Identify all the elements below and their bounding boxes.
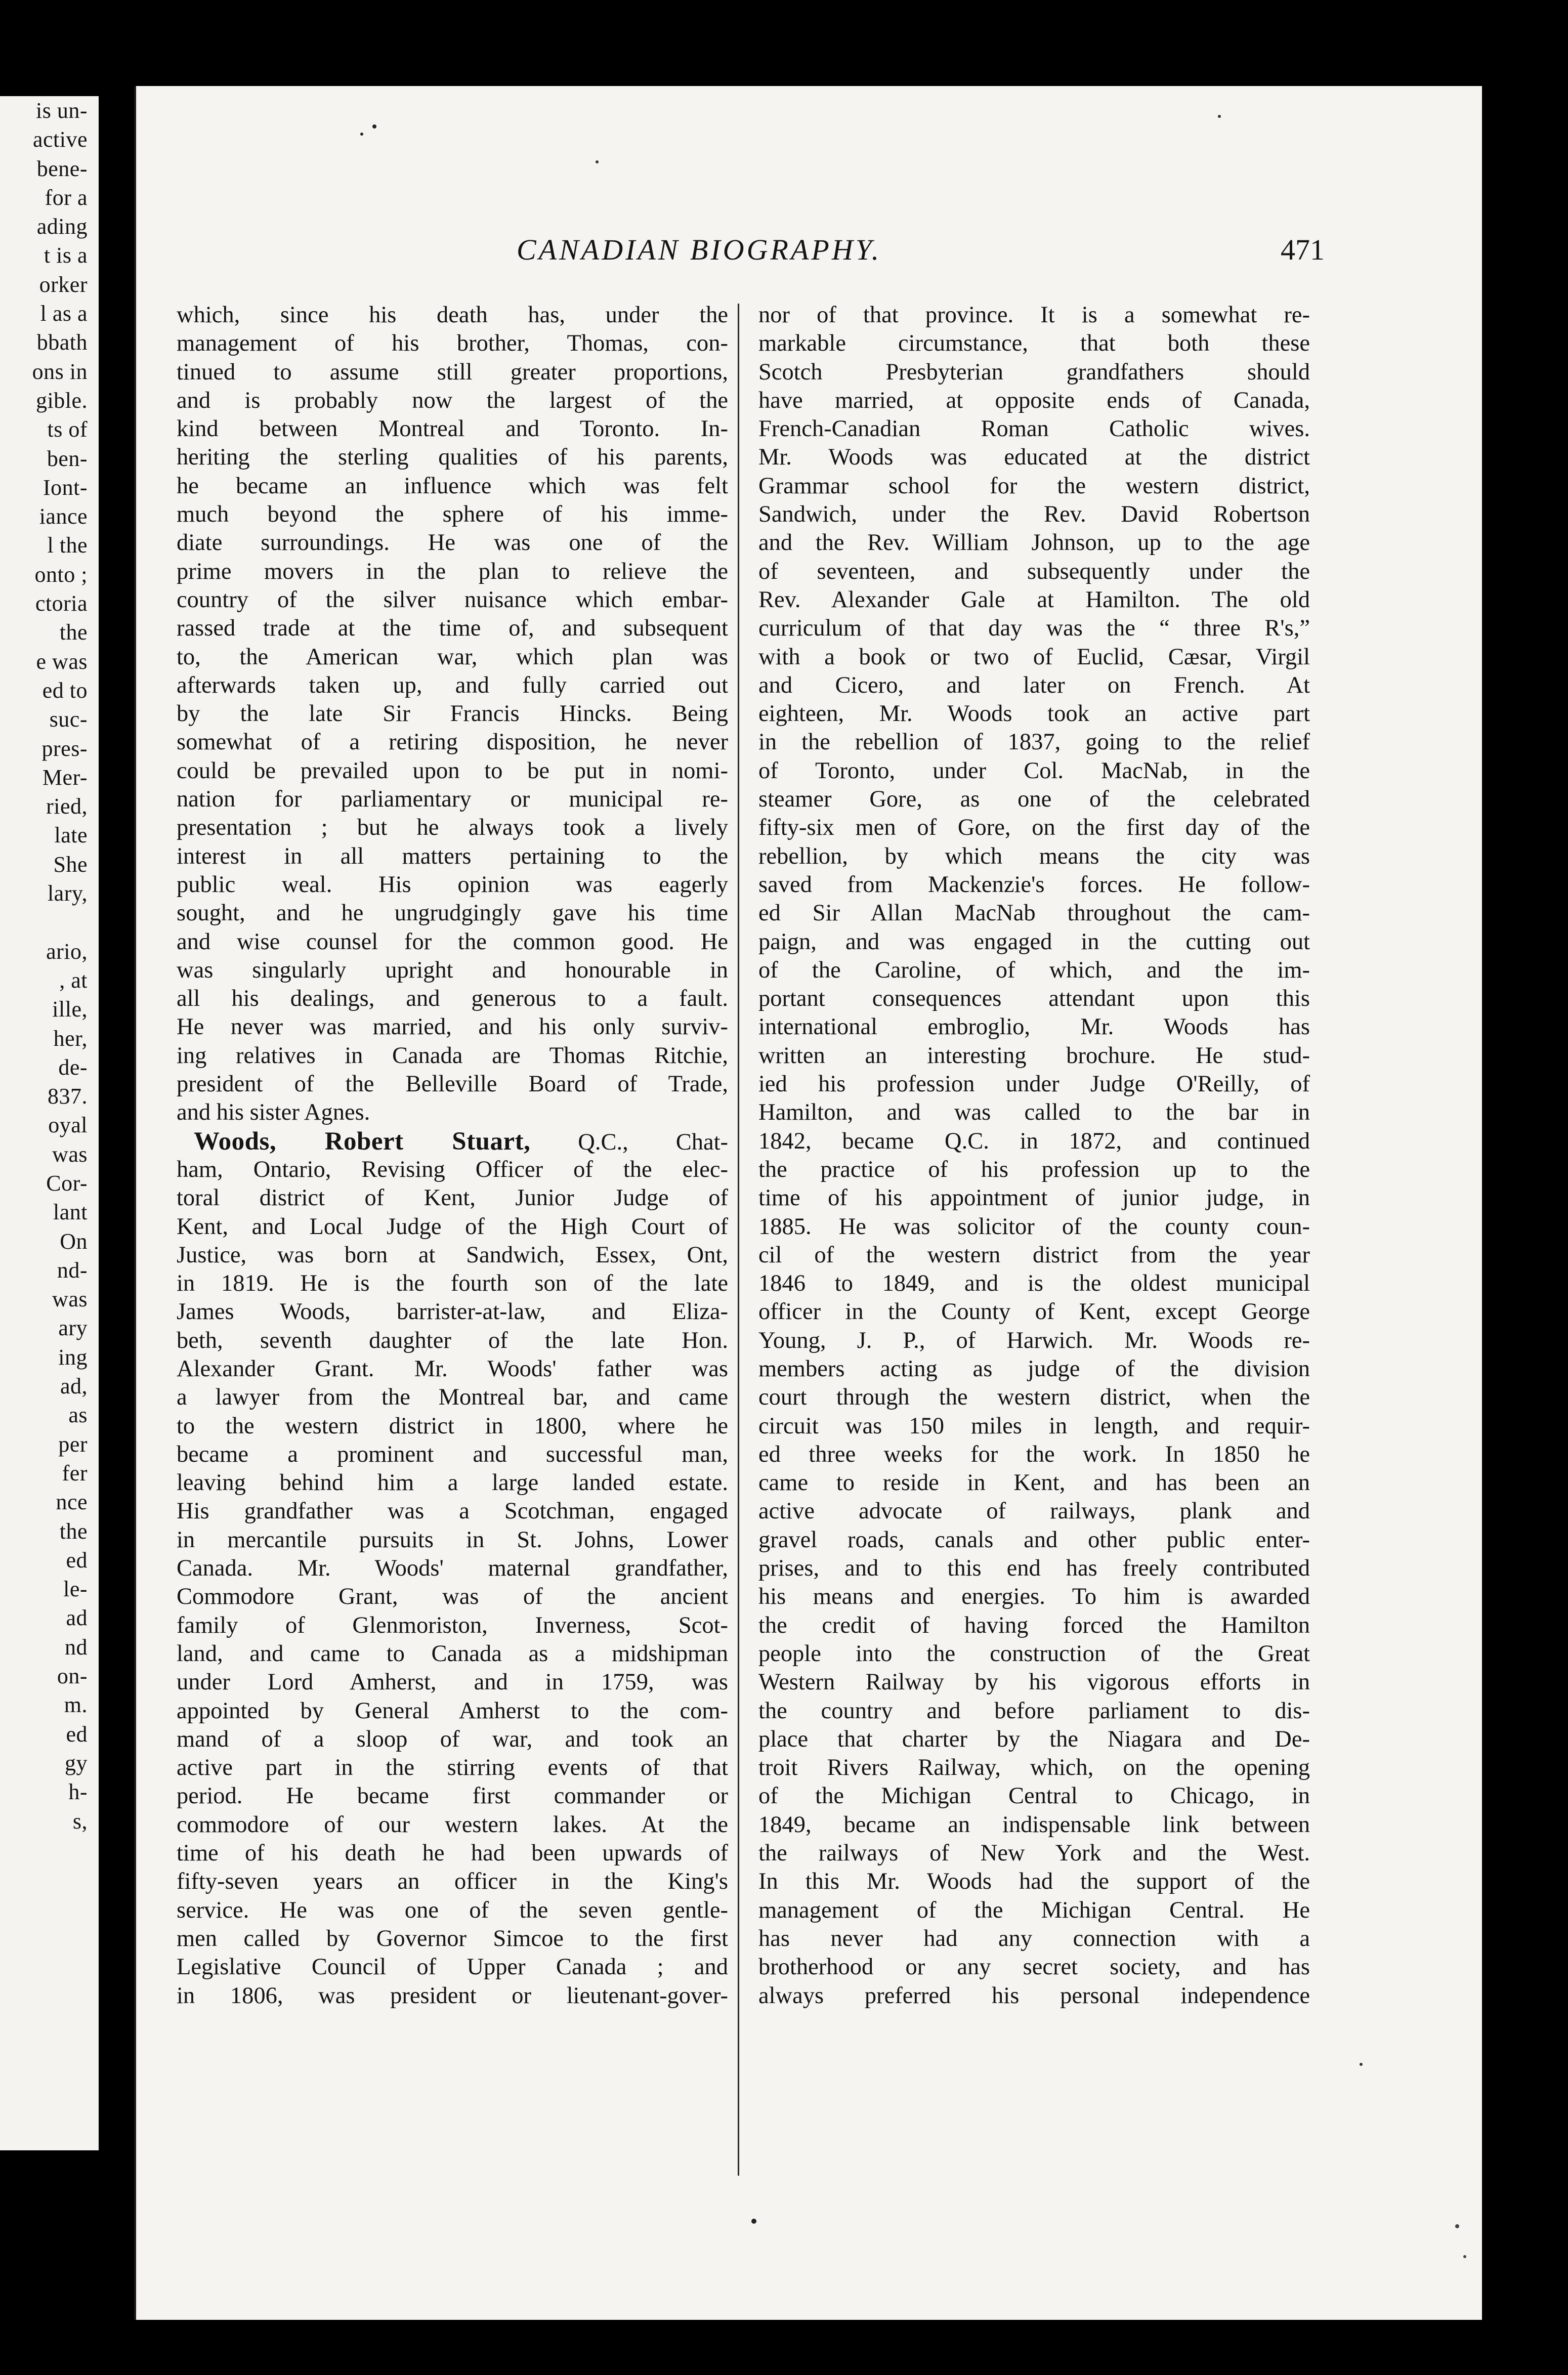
text-line: and Cicero, and later on French. At (758, 672, 1310, 698)
text-line: Rev. Alexander Gale at Hamilton. The old (758, 586, 1310, 613)
edge-text-fragment: s, (72, 1808, 88, 1834)
edge-text-fragment: ed (66, 1547, 88, 1573)
edge-text-fragment: fer (62, 1460, 88, 1486)
text-line: portant consequences attendant upon this (758, 986, 1310, 1012)
edge-text-fragment: was (52, 1141, 88, 1167)
text-line: and his sister Agnes. (177, 1099, 370, 1126)
text-line: Scotch Presbyterian grandfathers should (758, 359, 1310, 385)
edge-text-fragment: as (68, 1403, 88, 1428)
text-line: international embroglio, Mr. Woods has (758, 1014, 1310, 1040)
text-line: active advocate of railways, plank and (758, 1498, 1310, 1524)
text-line: time of his appointment of junior judge, in (758, 1185, 1310, 1211)
edge-text-fragment: late (54, 823, 88, 848)
edge-text-fragment: Iont- (43, 475, 88, 500)
continued-biography (177, 301, 728, 1127)
text-line: toral district of Kent, Junior Judge of (177, 1185, 728, 1211)
text-line: of seventeen, and subsequently under the (758, 558, 1310, 584)
edge-text-fragment: iance (39, 504, 88, 529)
entry-woods-robert-stuart (177, 1127, 728, 2010)
entry-name: Woods, Robert Stuart, (194, 1127, 531, 1156)
running-head-title: CANADIAN BIOGRAPHY. (517, 233, 882, 266)
text-line: the credit of having forced the Hamilton (758, 1612, 1310, 1638)
column-rule (738, 304, 739, 2176)
text-line: ied his profession under Judge O'Reilly, of (758, 1071, 1310, 1097)
edge-text-fragment: e was (36, 649, 88, 674)
text-line: gravel roads, canals and other public enter- (758, 1526, 1310, 1553)
text-line: sought, and he ungrudgingly gave his time (177, 900, 728, 926)
text-line: Western Railway by his vigorous efforts in (758, 1669, 1310, 1695)
text-line: in the rebellion of 1837, going to the relief (758, 729, 1310, 755)
text-line: the practice of his profession up to the (758, 1156, 1310, 1182)
text-line: ed Sir Allan MacNab throughout the cam- (758, 900, 1310, 926)
text-line: much beyond the sphere of his imme- (177, 501, 728, 528)
text-line: presentation ; but he always took a lively (177, 815, 728, 841)
text-line: prime movers in the plan to relieve the (177, 558, 728, 584)
text-line: Young, J. P., of Harwich. Mr. Woods re- (758, 1327, 1310, 1353)
text-line: in mercantile pursuits in St. Johns, Lower (177, 1526, 728, 1553)
text-line: which, since his death has, under the (177, 302, 728, 328)
text-line: diate surroundings. He was one of the (177, 530, 728, 556)
edge-text-fragment: is un- (36, 98, 88, 123)
edge-text-fragment: onto ; (34, 562, 88, 587)
edge-text-fragment: Mer- (42, 765, 88, 790)
text-line: in 1806, was president or lieutenant-gover- (177, 1982, 728, 2009)
edge-text-fragment: for a (45, 185, 88, 210)
left-column (177, 301, 728, 2183)
edge-text-fragment: lary, (47, 881, 88, 906)
edge-text-fragment: per (58, 1431, 88, 1457)
text-line: Sandwich, under the Rev. David Robertson (758, 501, 1310, 528)
edge-text-fragment: ading (36, 214, 88, 239)
edge-text-fragment: de- (58, 1054, 88, 1080)
text-line: fifty-seven years an officer in the King's (177, 1869, 728, 1895)
text-line: members acting as judge of the division (758, 1355, 1310, 1382)
edge-text-fragment (0, 908, 99, 937)
text-line: with a book or two of Euclid, Cæsar, Virgil (758, 644, 1310, 670)
text-line: curriculum of that day was the “ three R's,” (758, 615, 1310, 642)
text-line: and wise counsel for the common good. He (177, 928, 728, 955)
text-line: tinued to assume still greater proportions, (177, 359, 728, 385)
text-line: French-Canadian Roman Catholic wives. (758, 416, 1310, 442)
edge-text-fragment: orker (39, 272, 88, 297)
text-line: 1846 to 1849, and is the oldest municipal (758, 1270, 1310, 1297)
text-line: saved from Mackenzie's forces. He follow- (758, 871, 1310, 898)
text-line: president of the Belleville Board of Trade, (177, 1071, 728, 1097)
text-line: James Woods, barrister-at-law, and Eliza- (177, 1299, 728, 1325)
text-line: period. He became first commander or (177, 1783, 728, 1809)
text-line: markable circumstance, that both these (758, 330, 1310, 357)
right-column (758, 301, 1310, 2183)
edge-text-fragment: ed (66, 1721, 88, 1747)
edge-text-fragment: nd (65, 1634, 88, 1660)
text-line: under Lord Amherst, and in 1759, was (177, 1669, 728, 1695)
edge-text-fragment: pres- (41, 736, 88, 761)
text-line: written an interesting brochure. He stud- (758, 1042, 1310, 1069)
text-line: officer in the County of Kent, except George (758, 1299, 1310, 1325)
text-line: and is probably now the largest of the (177, 387, 728, 413)
text-line: have married, at opposite ends of Canada, (758, 387, 1310, 413)
edge-text-fragment: suc- (49, 707, 88, 732)
text-line: a lawyer from the Montreal bar, and came (177, 1384, 728, 1411)
text-line: paign, and was engaged in the cutting out (758, 928, 1310, 955)
text-line: place that charter by the Niagara and De- (758, 1726, 1310, 1752)
text-line: nation for parliamentary or municipal re- (177, 786, 728, 813)
text-line: fifty-six men of Gore, on the first day of the (758, 815, 1310, 841)
running-head (136, 233, 1482, 278)
text-line: service. He was one of the seven gentle- (177, 1897, 728, 1923)
entry-heading-rest: Q.C., Chat- (530, 1129, 728, 1155)
edge-text-fragment: le- (63, 1577, 88, 1602)
text-line: somewhat of a retiring disposition, he never (177, 729, 728, 755)
text-line: circuit was 150 miles in length, and requir- (758, 1413, 1310, 1439)
text-line: country of the silver nuisance which embar- (177, 586, 728, 613)
text-line: family of Glenmoriston, Inverness, Scot- (177, 1612, 728, 1638)
edge-text-fragment: was (52, 1287, 88, 1312)
text-line: rebellion, by which means the city was (758, 843, 1310, 869)
text-line: nor of that province. It is a somewhat re- (758, 302, 1310, 328)
text-line: ham, Ontario, Revising Officer of the elec- (177, 1156, 728, 1182)
edge-text-fragment: the (59, 1518, 88, 1544)
text-line: and the Rev. William Johnson, up to the age (758, 530, 1310, 556)
text-line: of the Caroline, of which, and the im- (758, 957, 1310, 983)
text-line: mand of a sloop of war, and took an (177, 1726, 728, 1752)
text-line: kind between Montreal and Toronto. In- (177, 416, 728, 442)
edge-text-fragment: l the (47, 533, 88, 558)
text-line: became a prominent and successful man, (177, 1441, 728, 1467)
edge-text-fragment: h- (68, 1779, 88, 1805)
text-line: brotherhood or any secret society, and has (758, 1954, 1310, 1980)
edge-text-fragment: on- (57, 1664, 88, 1689)
edge-text-fragment: nce (56, 1490, 88, 1515)
text-line: 1842, became Q.C. in 1872, and continued (758, 1128, 1310, 1154)
text-line: active part in the stirring events of that (177, 1755, 728, 1781)
edge-text-fragment: active (32, 127, 88, 152)
text-line: all his dealings, and generous to a fault. (177, 986, 728, 1012)
text-line: the country and before parliament to dis- (758, 1698, 1310, 1724)
text-line: court through the western district, when the (758, 1384, 1310, 1411)
entry-body-continued (758, 301, 1310, 2010)
text-line: troit Rivers Railway, which, on the opening (758, 1755, 1310, 1781)
text-line: beth, seventh daughter of the late Hon. (177, 1327, 728, 1353)
text-line: always preferred his personal independence (758, 1982, 1310, 2009)
text-line: heriting the sterling qualities of his parents, (177, 444, 728, 471)
text-line: afterwards taken up, and fully carried out (177, 672, 728, 698)
text-line: men called by Governor Simcoe to the first (177, 1925, 728, 1952)
text-line: leaving behind him a large landed estate. (177, 1470, 728, 1496)
text-line: commodore of our western lakes. At the (177, 1811, 728, 1838)
text-line: he became an influence which was felt (177, 473, 728, 499)
text-line: interest in all matters pertaining to the (177, 843, 728, 869)
text-line: his means and energies. To him is awarded (758, 1584, 1310, 1610)
entry-heading-line (177, 1127, 728, 1156)
text-line: was singularly upright and honourable in (177, 957, 728, 983)
edge-text-fragment: She (53, 852, 88, 877)
text-line: by the late Sir Francis Hincks. Being (177, 701, 728, 727)
text-line: land, and came to Canada as a midshipman (177, 1640, 728, 1667)
edge-text-fragment: gy (65, 1750, 88, 1775)
text-line: Grammar school for the western district, (758, 473, 1310, 499)
text-line: of Toronto, under Col. MacNab, in the (758, 757, 1310, 784)
text-line: could be prevailed upon to be put in nomi- (177, 757, 728, 784)
text-line: has never had any connection with a (758, 1925, 1310, 1952)
text-line: to, the American war, which plan was (177, 644, 728, 670)
edge-text-fragment: m. (64, 1692, 88, 1718)
edge-text-fragment: ario, (46, 939, 88, 964)
text-line: Justice, was born at Sandwich, Essex, Ont, (177, 1242, 728, 1268)
text-line: Canada. Mr. Woods' maternal grandfather, (177, 1555, 728, 1582)
text-line: public weal. His opinion was eagerly (177, 871, 728, 898)
text-line: rassed trade at the time of, and subsequent (177, 615, 728, 642)
entry-body (177, 1156, 728, 2010)
text-line: of the Michigan Central to Chicago, in (758, 1783, 1310, 1809)
text-line: cil of the western district from the year (758, 1242, 1310, 1268)
text-line: Commodore Grant, was of the ancient (177, 1584, 728, 1610)
edge-text-fragment: ary (58, 1316, 88, 1341)
text-line: ing relatives in Canada are Thomas Ritchie, (177, 1042, 728, 1069)
edge-text-fragment: 837. (48, 1084, 88, 1109)
text-line: Mr. Woods was educated at the district (758, 444, 1310, 471)
text-line: Legislative Council of Upper Canada ; and (177, 1954, 728, 1980)
page-number: 471 (1281, 233, 1325, 266)
edge-text-fragment: her, (53, 1026, 88, 1051)
edge-text-fragment: the (59, 620, 88, 645)
edge-text-fragment: nd- (57, 1257, 88, 1283)
edge-text-fragment: oyal (48, 1113, 88, 1138)
previous-page-edge (0, 96, 99, 2150)
edge-text-fragment: On (60, 1228, 88, 1254)
text-line: eighteen, Mr. Woods took an active part (758, 701, 1310, 727)
text-line: Hamilton, and was called to the bar in (758, 1099, 1310, 1126)
text-line: 1849, became an indispensable link between (758, 1811, 1310, 1838)
text-line: the railways of New York and the West. (758, 1840, 1310, 1867)
edge-text-fragment: ben- (47, 446, 88, 471)
edge-text-fragment: ried, (46, 794, 88, 819)
text-line: time of his death he had been upwards of (177, 1840, 728, 1867)
text-line: prises, and to this end has freely contributed (758, 1555, 1310, 1582)
text-line: steamer Gore, as one of the celebrated (758, 786, 1310, 813)
edge-text-fragment: gible. (36, 388, 88, 413)
edge-text-fragment: ad, (60, 1374, 88, 1399)
text-line: His grandfather was a Scotchman, engaged (177, 1498, 728, 1524)
edge-text-fragment: ing (58, 1344, 88, 1370)
text-line: ed three weeks for the work. In 1850 he (758, 1441, 1310, 1467)
text-line: In this Mr. Woods had the support of the (758, 1869, 1310, 1895)
edge-text-fragment: l as a (40, 301, 88, 326)
text-line: appointed by General Amherst to the com- (177, 1698, 728, 1724)
edge-text-fragment: ons in (32, 359, 88, 384)
edge-text-fragment: ed to (42, 677, 88, 703)
book-page (134, 86, 1482, 2320)
edge-text-fragment: ctoria (35, 591, 88, 616)
edge-text-fragment: ts of (47, 417, 88, 442)
text-line: in 1819. He is the fourth son of the late (177, 1270, 728, 1297)
edge-text-fragment: lant (53, 1200, 88, 1225)
text-line: management of his brother, Thomas, con- (177, 330, 728, 357)
edge-text-fragment: ille, (52, 997, 88, 1022)
edge-text-fragment: , at (59, 967, 88, 993)
edge-text-fragment: bbath (36, 330, 88, 355)
text-line: He never was married, and his only surviv- (177, 1014, 728, 1040)
edge-text-fragment: Cor- (46, 1170, 88, 1196)
edge-text-fragment: bene- (36, 156, 88, 181)
text-line: Alexander Grant. Mr. Woods' father was (177, 1355, 728, 1382)
text-line: people into the construction of the Great (758, 1640, 1310, 1667)
text-line: to the western district in 1800, where he (177, 1413, 728, 1439)
text-line: 1885. He was solicitor of the county coun- (758, 1213, 1310, 1240)
edge-text-fragment: ad (66, 1605, 88, 1631)
text-line: management of the Michigan Central. He (758, 1897, 1310, 1923)
text-line: came to reside in Kent, and has been an (758, 1470, 1310, 1496)
edge-text-fragment: t is a (44, 243, 88, 268)
text-line: Kent, and Local Judge of the High Court of (177, 1213, 728, 1240)
